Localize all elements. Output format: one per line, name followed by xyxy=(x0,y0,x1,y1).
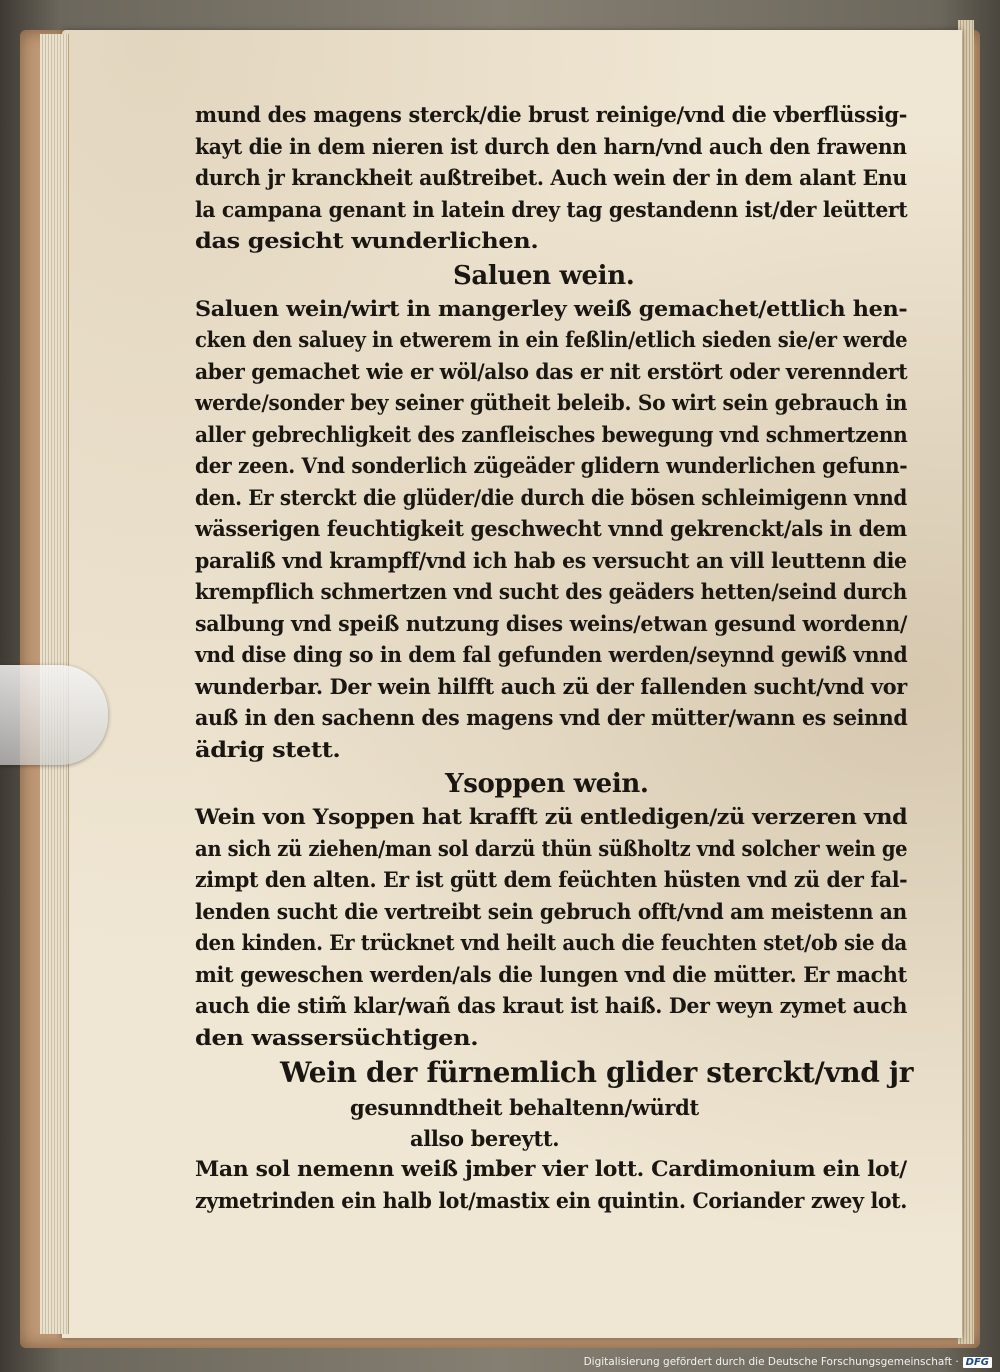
text-line: la campana genant in latein drey tag gestandenn ist/der leüttert xyxy=(195,197,908,223)
text-line: lenden sucht die vertreibt sein gebruch offt/vnd am meistenn an xyxy=(195,899,907,925)
heading-glider-wein: Wein der fürnemlich glider sterckt/vnd jr xyxy=(280,1056,914,1089)
text-line: vnd dise ding so in dem fal gefunden werden/seynnd gewiß vnnd xyxy=(195,643,908,668)
page-text xyxy=(195,100,915,1217)
heading-glider-wein-line3: allso bereytt. xyxy=(410,1126,560,1151)
text-line: wunderbar. Der wein hilfft auch zü der fallenden sucht/vnd vor xyxy=(195,674,907,700)
text-line: krempflich schmertzen vnd sucht des geäders hetten/seind durch xyxy=(195,580,907,605)
paragraph-intro xyxy=(195,100,915,258)
text-line: Wein von Ysoppen hat krafft zü entledigen/zü verzeren vnd xyxy=(195,805,908,830)
text-line: auß in den sachenn des magens vnd der mütter/wann es seinnd xyxy=(195,706,908,731)
text-line: den kinden. Er trücknet vnd heilt auch die feuchten stet/ob sie da xyxy=(195,931,907,956)
text-line: cken den saluey in etwerem in ein feßlin/etlich sieden sie/er werde xyxy=(195,328,908,353)
text-line: den wassersüchtigen. xyxy=(195,1025,479,1051)
text-line: zimpt den alten. Er ist gütt dem feüchten hüsten vnd zü der fal- xyxy=(195,868,908,893)
text-line: den. Er sterckt die glüder/die durch die bösen schleimigenn vnnd xyxy=(195,485,907,511)
text-line: durch jr kranckheit außtreibet. Auch wein der in dem alant Enu xyxy=(195,166,907,191)
paragraph-ysoppen xyxy=(195,802,915,1054)
text-line: an sich zü ziehen/man sol darzü thün süßholtz vnd solcher wein ge xyxy=(195,836,908,862)
funding-credit-text: Digitalisierung gefördert durch die Deutsche Forschungsgemeinschaft · xyxy=(583,1356,959,1368)
text-line: der zeen. Vnd sonderlich zügeäder glidern wunderlichen gefunn- xyxy=(195,454,908,479)
heading-glider-wein-line2: gesunndtheit behaltenn/würdt xyxy=(350,1095,699,1120)
text-line: paraliß vnd krampff/vnd ich hab es versucht an vill leuttenn die xyxy=(195,548,907,574)
dfg-logo: DFG xyxy=(963,1357,992,1368)
plastic-clip-tab xyxy=(0,665,108,765)
text-line: Man sol nemenn weiß jmber vier lott. Cardimonium ein lot/ xyxy=(195,1157,907,1182)
heading-ysoppen-wein: Ysoppen wein. xyxy=(445,769,649,799)
text-line: ädrig stett. xyxy=(195,737,341,763)
text-line: zymetrinden ein halb lot/mastix ein quintin. Coriander zwey lot. xyxy=(195,1188,908,1214)
funding-footer xyxy=(584,1356,992,1368)
text-line: salbung vnd speiß nutzung dises weins/etwan gesund wordenn/ xyxy=(195,611,908,637)
text-line: auch die stim̃ klar/wañ das kraut ist haiß. Der weyn zymet auch xyxy=(195,994,908,1019)
paragraph-salven xyxy=(195,294,915,767)
text-line: Saluen wein/wirt in mangerley weiß gemachet/ettlich hen- xyxy=(195,296,908,322)
text-line: das gesicht wunderlichen. xyxy=(195,229,539,254)
paragraph-recipe xyxy=(195,1154,915,1217)
text-line: aller gebrechligkeit des zanfleisches bewegung vnd schmertzenn xyxy=(195,422,908,448)
text-line: werde/sonder bey seiner gütheit beleib. So wirt sein gebrauch in xyxy=(195,391,908,416)
heading-salven-wein: Saluen wein. xyxy=(453,260,635,291)
text-line: mit geweschen werden/als die lungen vnd die mütter. Er macht xyxy=(195,962,907,988)
text-line: wässerigen feuchtigkeit geschwecht vnnd gekrenckt/als in dem xyxy=(195,517,907,542)
text-line: mund des magens sterck/die brust reinige/vnd die vberflüssig- xyxy=(195,103,908,128)
text-line: kayt die in dem nieren ist durch den harn/vnd auch den frawenn xyxy=(195,134,907,160)
text-line: aber gemachet wie er wöl/also das er nit erstört oder verenndert xyxy=(195,359,908,385)
